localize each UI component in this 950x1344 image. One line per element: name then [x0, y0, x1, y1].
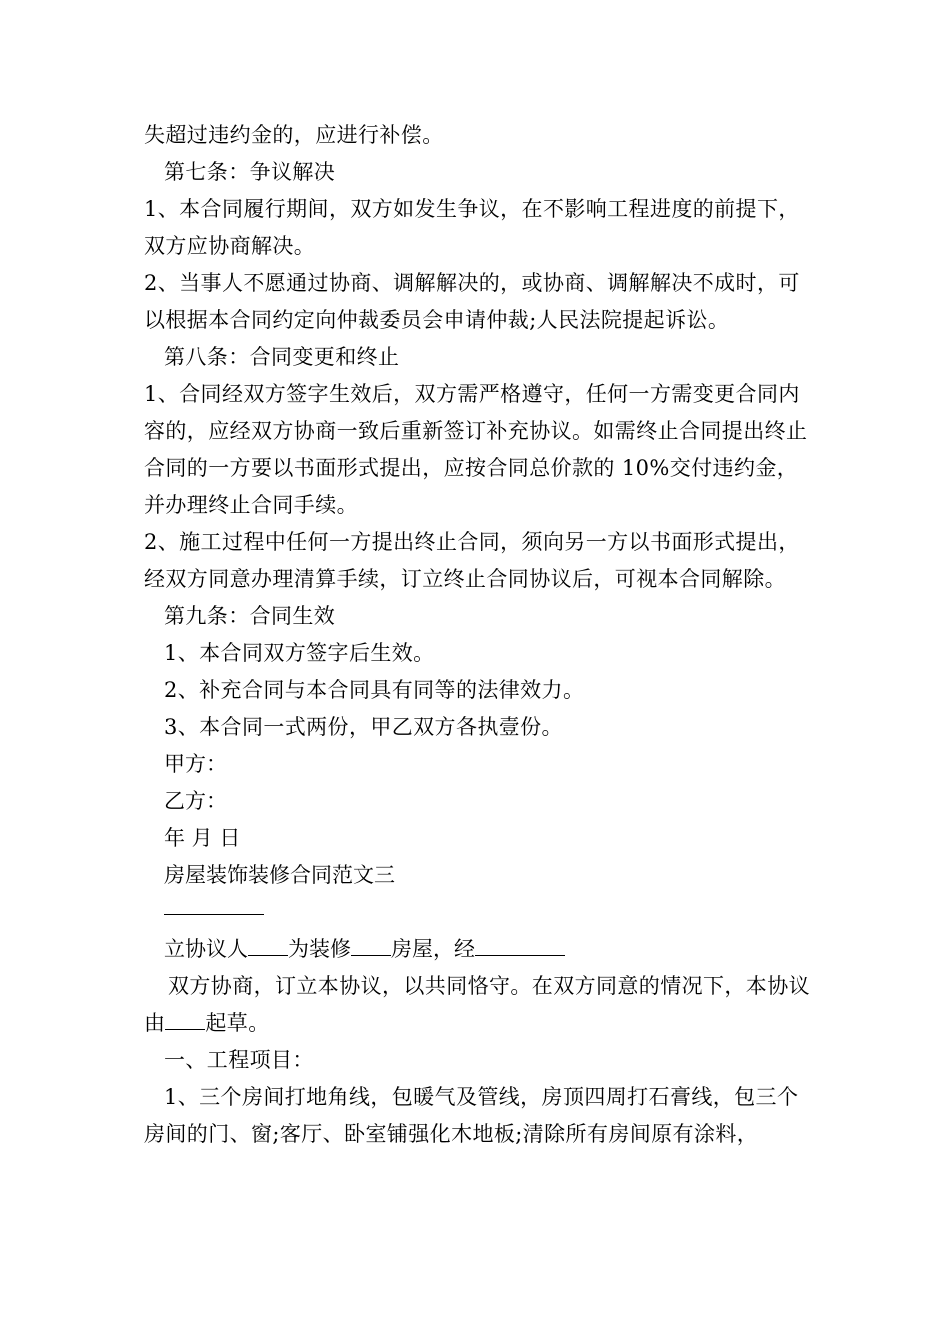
paragraph: 2、补充合同与本合同具有同等的法律效力。	[164, 678, 585, 702]
paragraph: 1、本合同双方签字后生效。	[164, 641, 435, 665]
party-a-label: 甲方：	[164, 752, 227, 776]
paragraph	[144, 968, 814, 1042]
blank-field	[248, 937, 288, 956]
party-b-label: 乙方：	[164, 789, 227, 813]
article-heading: 第七条：争议解决	[164, 160, 336, 184]
paragraph: 3、本合同一式两份，甲乙双方各执壹份。	[164, 715, 563, 739]
agreement-text: 为装修	[288, 937, 351, 961]
agreement-text: 立协议人	[164, 937, 248, 961]
paragraph: 1、本合同履行期间，双方如发生争议，在不影响工程进度的前提下，双方应协商解决。	[144, 197, 800, 258]
date-label: 年 月 日	[164, 826, 241, 850]
article-heading: 第八条：合同变更和终止	[164, 345, 400, 369]
section-title: 房屋装饰装修合同范文三	[164, 863, 395, 887]
blank-field	[351, 937, 391, 956]
blank-field	[475, 937, 565, 956]
document-page	[144, 117, 814, 1153]
paragraph: 2、当事人不愿通过协商、调解解决的，或协商、调解解决不成时，可以根据本合同约定向仲裁委员会申请仲裁;人民法院提起诉讼。	[144, 271, 800, 332]
paragraph: 1、三个房间打地角线，包暖气及管线，房顶四周打石膏线，包三个房间的门、窗;客厅、卧室铺强化木地板;清除所有房间原有涂料，	[144, 1085, 799, 1146]
underline-rule	[144, 894, 814, 931]
agreement-text: 房屋，经	[391, 937, 475, 961]
article-heading: 第九条：合同生效	[164, 604, 336, 628]
paragraph: 2、施工过程中任何一方提出终止合同，须向另一方以书面形式提出，经双方同意办理清算手续，订立终止合同协议后，可视本合同解除。	[144, 530, 800, 591]
consult-text: 起草。	[205, 1011, 270, 1035]
paragraph: 1、合同经双方签字生效后，双方需严格遵守，任何一方需变更合同内容的，应经双方协商一致后重新签订补充协议。如需终止合同提出终止合同的一方要以书面形式提出，应按合同总价款的 10%交付违约金，并办理终止合同手续。	[144, 382, 808, 517]
paragraph: 失超过违约金的，应进行补偿。	[144, 123, 444, 147]
section-heading: 一、工程项目：	[164, 1048, 314, 1072]
blank-field	[165, 1011, 205, 1030]
agreement-line	[144, 931, 814, 968]
consult-text: 双方协商，订立本协议，以共同恪守。在双方同意的情况下，本协议由	[144, 974, 810, 1035]
